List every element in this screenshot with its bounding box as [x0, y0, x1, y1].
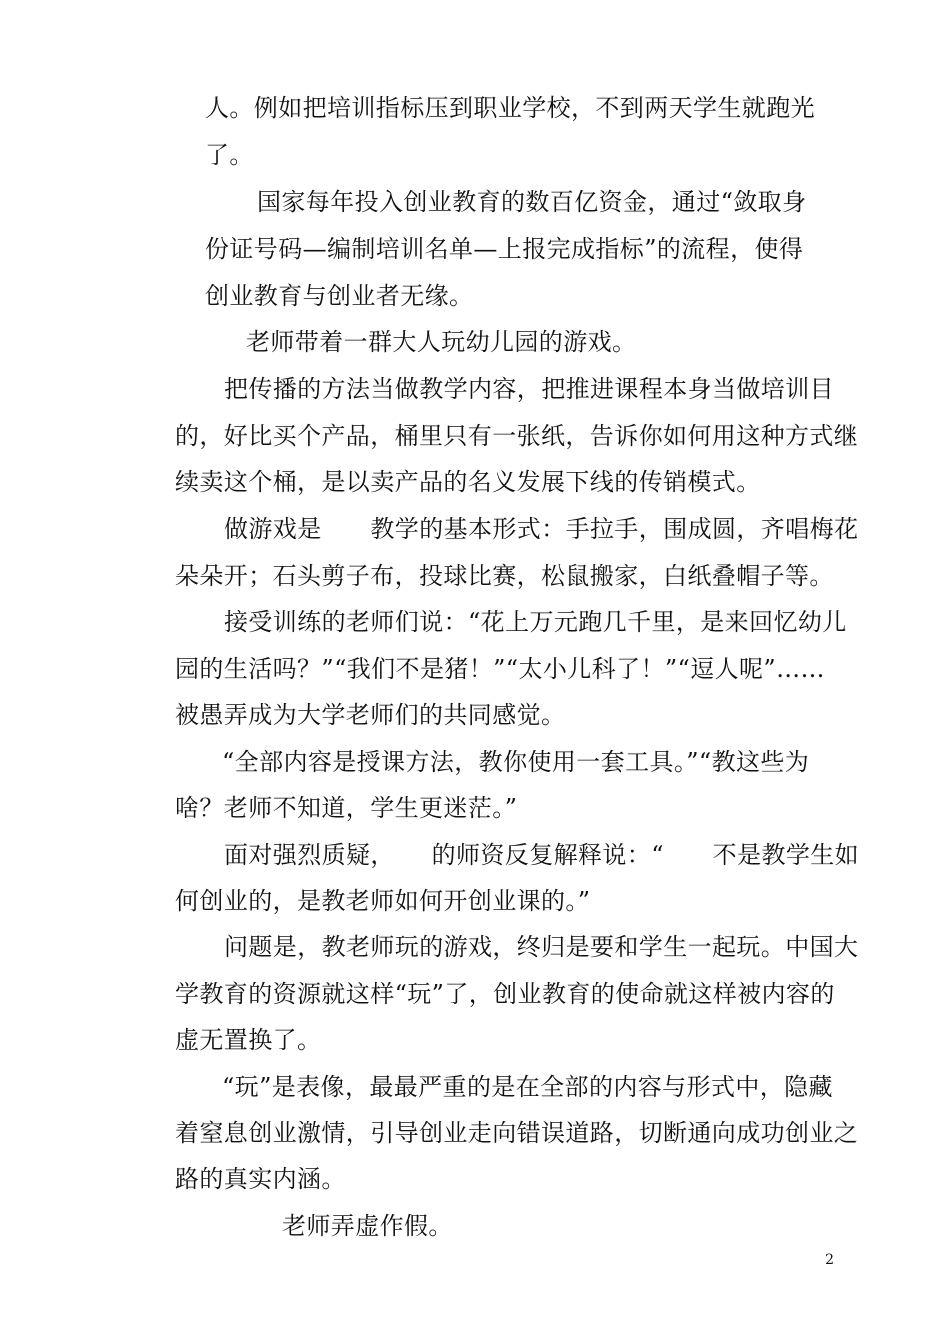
text-line: 何创业的，是教老师如何开创业课的。”: [175, 887, 591, 915]
text-line: 问题是，教老师玩的游戏，终归是要和学生一起玩。中国大: [224, 933, 859, 961]
text-line: 把传播的方法当做教学内容，把推进课程本身当做培训目: [224, 375, 834, 403]
text-line: 续卖这个桶，是以卖产品的名义发展下线的传销模式。: [175, 468, 761, 496]
text-line: 接受训练的老师们说：“花上万元跑几千里，是来回忆幼儿: [224, 608, 847, 636]
text-line: 学教育的资源就这样“玩”了，创业教育的使命就这样被内容的: [175, 980, 835, 1008]
text-line: 朵朵开；石头剪子布，投球比赛，松鼠搬家，白纸叠帽子等。: [175, 562, 834, 590]
text-line: 了。: [205, 141, 254, 169]
text-line: 园的生活吗？”“我们不是猪！”“太小儿科了！”“逗人呢”……: [175, 655, 825, 683]
text-line: 啥？老师不知道，学生更迷茫。”: [175, 794, 518, 822]
text-line: “全部内容是授课方法，教你使用一套工具。”“教这些为: [222, 748, 810, 776]
text-line: 面对强烈质疑， 的师资反复解释说：“ 不是教学生如: [224, 841, 860, 869]
text-line: “玩”是表像，最最严重的是在全部的内容与形式中，隐藏: [222, 1073, 833, 1101]
text-line: 老师弄虚作假。: [282, 1212, 453, 1240]
text-line: 份证号码—编制培训名单—上报完成指标”的流程，使得: [205, 235, 804, 263]
text-line: 老师带着一群大人玩幼儿园的游戏。: [246, 328, 637, 356]
text-line: 国家每年投入创业教育的数百亿资金，通过“敛取身: [257, 188, 807, 216]
text-line: 虚无置换了。: [175, 1026, 322, 1054]
text-line: 做游戏是 教学的基本形式：手拉手，围成圆，齐唱梅花: [224, 515, 859, 543]
text-line: 路的真实内涵。: [175, 1165, 346, 1193]
text-line: 的，好比买个产品，桶里只有一张纸，告诉你如何用这种方式继: [175, 422, 859, 450]
text-line: 人。例如把培训指标压到职业学校，不到两天学生就跑光: [205, 94, 815, 122]
page-number: 2: [825, 1252, 834, 1268]
text-line: 着窒息创业激情，引导创业走向错误道路，切断通向成功创业之: [175, 1119, 859, 1147]
text-line: 创业教育与创业者无缘。: [205, 282, 474, 310]
text-line: 被愚弄成为大学老师们的共同感觉。: [175, 701, 566, 729]
